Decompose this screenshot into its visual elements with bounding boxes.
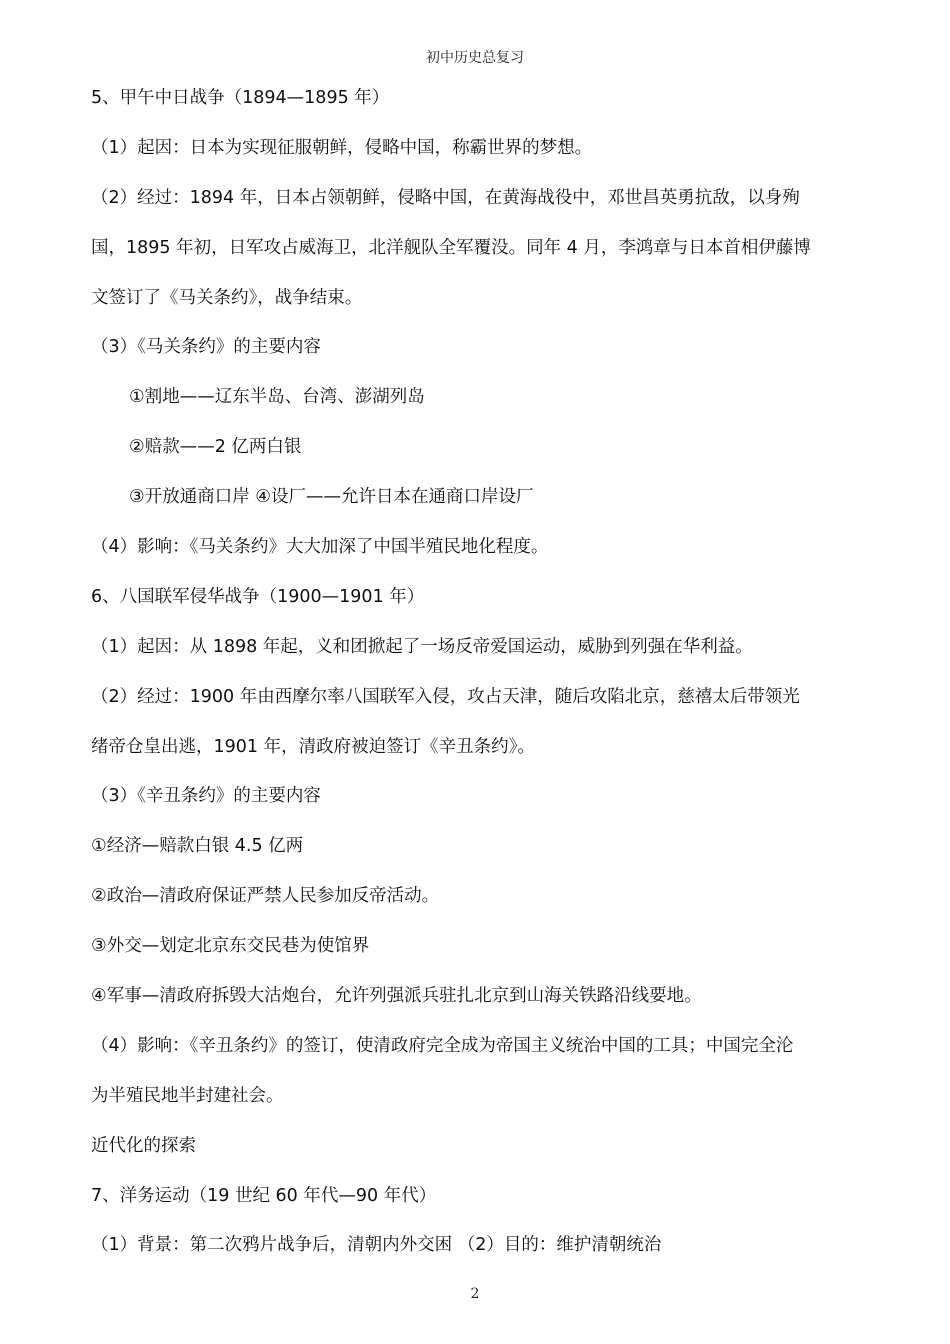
- paragraph-line: 为半殖民地半封建社会。: [91, 1085, 284, 1106]
- chapter-heading-modernization: 近代化的探索: [91, 1135, 196, 1156]
- paragraph-line: 文签订了《马关条约》，战争结束。: [91, 287, 363, 308]
- paragraph-line: （2）经过：1894 年，日本占领朝鲜，侵略中国，在黄海战役中，邓世昌英勇抗敌，以身殉: [91, 187, 800, 208]
- list-item: ①割地——辽东半岛、台湾、澎湖列岛: [129, 387, 425, 408]
- section-heading-sino-japanese-war: 5、甲午中日战争（1894—1895 年）: [91, 88, 390, 108]
- paragraph-line: （1）起因：日本为实现征服朝鲜，侵略中国，称霸世界的梦想。: [91, 137, 593, 158]
- page-header: 初中历史总复习: [426, 50, 524, 66]
- section-heading-eight-nation-alliance: 6、八国联军侵华战争（1900—1901 年）: [91, 586, 425, 607]
- list-item: ③开放通商口岸 ④设厂——允许日本在通商口岸设厂: [129, 487, 534, 508]
- paragraph-line: 国，1895 年初，日军攻占威海卫，北洋舰队全军覆没。同年 4 月，李鸿章与日本首相伊藤博: [91, 237, 811, 258]
- paragraph-line: （3）《辛丑条约》的主要内容: [91, 786, 321, 807]
- paragraph-line: 绪帝仓皇出逃，1901 年，清政府被迫签订《辛丑条约》。: [91, 736, 535, 757]
- paragraph-line: （3）《马关条约》的主要内容: [91, 337, 321, 358]
- paragraph-line: （2）经过：1900 年由西摩尔率八国联军入侵，攻占天津，随后攻陷北京，慈禧太后带领光: [91, 686, 800, 707]
- list-item: ②政治—清政府保证严禁人民参加反帝活动。: [91, 886, 440, 907]
- list-item: ④军事—清政府拆毁大沽炮台，允许列强派兵驻扎北京到山海关铁路沿线要地。: [91, 986, 702, 1007]
- paragraph-line: （1）背景：第二次鸦片战争后，清朝内外交困 （2）目的：维护清朝统治: [91, 1235, 662, 1256]
- paragraph-line: （4）影响：《马关条约》大大加深了中国半殖民地化程度。: [91, 537, 549, 558]
- page-number: 2: [470, 1286, 480, 1302]
- list-item: ①经济—赔款白银 4.5 亿两: [91, 836, 304, 857]
- section-heading-self-strengthening: 7、洋务运动（19 世纪 60 年代—90 年代）: [91, 1185, 437, 1206]
- document-body: [91, 74, 871, 1271]
- list-item: ②赔款——2 亿两白银: [129, 437, 302, 458]
- paragraph-line: （4）影响：《辛丑条约》的签订，使清政府完全成为帝国主义统治中国的工具；中国完全沦: [91, 1035, 794, 1056]
- list-item: ③外交—划定北京东交民巷为使馆界: [91, 936, 370, 957]
- paragraph-line: （1）起因：从 1898 年起，义和团掀起了一场反帝爱国运动，威胁到列强在华利益。: [91, 636, 753, 657]
